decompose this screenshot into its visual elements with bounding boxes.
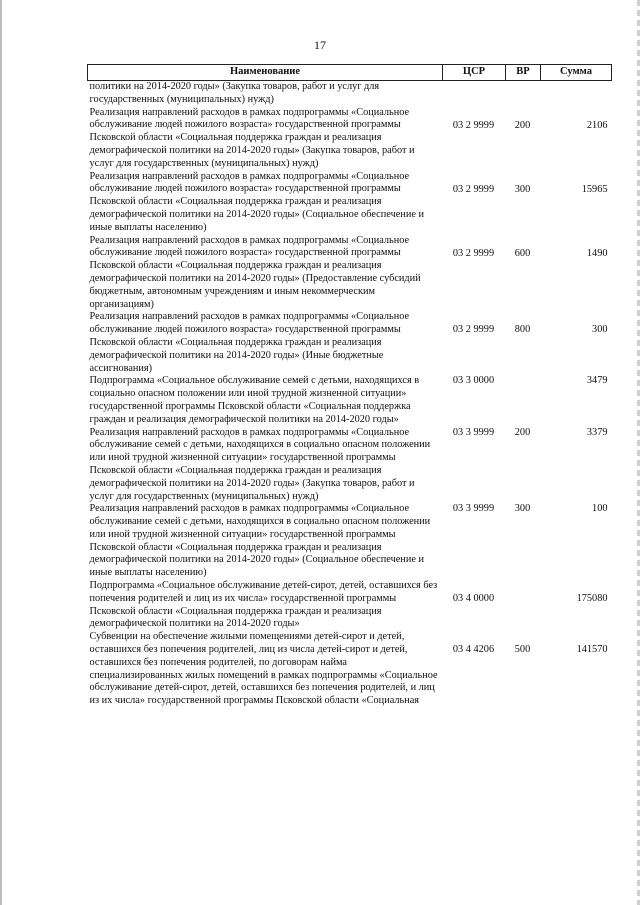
row-sum: 3479 [586,375,608,387]
row-sum: 3379 [586,426,608,438]
row-csr: 03 3 9999 [452,426,495,438]
page-number: 17 [314,38,326,52]
row-csr [443,81,506,107]
table-row [88,107,612,171]
row-vr: 500 [514,644,531,656]
column-header-name: Наименование [88,65,443,81]
table-row [88,375,612,426]
table-header [88,65,612,81]
row-sum: 141570 [576,644,608,656]
row-sum: 175080 [576,593,608,605]
table-row [88,171,612,235]
row-csr: 03 2 9999 [452,247,495,259]
row-csr: 03 4 4206 [452,644,495,656]
row-vr: 300 [514,183,531,195]
row-vr: 800 [514,324,531,336]
column-header-sum: Сумма [541,65,612,81]
row-sum: 100 [592,503,608,515]
header-row [88,65,612,81]
row-csr: 03 3 9999 [452,503,495,515]
table-body [88,81,612,709]
row-vr: 200 [514,119,531,131]
row-name: Реализация направлений расходов в рамках подпрограммы «Социальное обслуживание людей пожилого возраста» государственной программы Псковской области «Социальная поддержка граждан и реализация демографической политики на 2014-2020 годы» (Закупка товаров, работ и услуг для государственных (муниципальных) нужд) [89,106,415,169]
row-name: Реализация направлений расходов в рамках подпрограммы «Социальное обслуживание людей пожилого возраста» государственной программы Псковской области «Социальная поддержка граждан и реализация демографической политики на 2014-2020 годы» (Социальное обеспечение и иные выплаты населению) [89,170,424,233]
row-csr: 03 2 9999 [452,324,495,336]
row-name: политики на 2014-2020 годы» (Закупка товаров, работ и услуг для государственных (муниципальных) нужд) [89,81,380,105]
row-name: Реализация направлений расходов в рамках подпрограммы «Социальное обслуживание людей пожилого возраста» государственной программы Псковской области «Социальная поддержка граждан и реализация демографической политики на 2014-2020 годы» (Иные бюджетные ассигнования) [89,311,410,374]
row-name: Реализация направлений расходов в рамках подпрограммы «Социальное обслуживание семей с детьми, находящихся в социально опасном положении или иной трудной жизненной ситуации» государственной программы Псковской области «Социальная поддержка граждан и реализация демографической политики на 2014-2020 годы» (Закупка товаров, работ и услуг для государственных (муниципальных) нужд) [89,426,431,502]
row-vr: 200 [514,426,531,438]
table-row [88,580,612,631]
table-row [88,311,612,375]
scan-edge-left [0,0,2,905]
row-sum [541,81,612,107]
row-name: Реализация направлений расходов в рамках подпрограммы «Социальное обслуживание семей с детьми, находящихся в социально опасном положении или иной трудной жизненной ситуации» государственной программы Псковской области «Социальная поддержка граждан и реализация демографической политики на 2014-2020 годы» (Социальное обеспечение и иные выплаты населению) [89,503,431,579]
row-name: Субвенции на обеспечение жилыми помещениями детей-сирот и детей, оставшихся без попечения родителей, лиц из числа детей-сирот и детей, оставшихся без попечения родителей, по договорам найма специализированных жилых помещений в рамках подпрограммы «Социальное обслуживание детей-сирот, детей, оставшихся без попечения родителей, и лиц из их числа» государственной программы Псковской области «Социальная [89,631,438,707]
table-row [88,427,612,504]
row-name: Подпрограмма «Социальное обслуживание семей с детьми, находящихся в социально опасном положении или иной трудной жизненной ситуации» государственной программы Псковской области «Социальная поддержка граждан и реализация демографической политики на 2014-2020 годы» [89,375,420,425]
column-header-vr: ВР [506,65,541,81]
table-row [88,81,612,107]
row-sum: 15965 [581,183,608,195]
row-vr [506,580,541,631]
row-vr: 300 [514,503,531,515]
table-row [88,503,612,580]
budget-table [87,64,612,708]
row-csr: 03 2 9999 [452,183,495,195]
row-csr: 03 2 9999 [452,119,495,131]
row-name: Реализация направлений расходов в рамках подпрограммы «Социальное обслуживание людей пожилого возраста» государственной программы Псковской области «Социальная поддержка граждан и реализация демографической политики на 2014-2020 годы» (Предоставление субсидий бюджетным, автономным учреждениям и иным некоммерческим организациям) [89,234,421,310]
row-csr: 03 4 0000 [452,593,495,605]
table-row [88,235,612,312]
table-row [88,631,612,708]
row-sum: 300 [592,324,608,336]
row-vr: 600 [514,247,531,259]
row-csr: 03 3 0000 [452,375,495,387]
row-name: Подпрограмма «Социальное обслуживание детей-сирот, детей, оставшихся без попечения родителей и лиц из их числа» государственной программы Псковской области «Социальная поддержка граждан и реализация демографической политики на 2014-2020 годы» [89,580,438,630]
column-header-csr: ЦСР [443,65,506,81]
row-vr [506,81,541,107]
row-sum: 1490 [586,247,608,259]
row-vr [506,375,541,426]
row-sum: 2106 [586,119,608,131]
